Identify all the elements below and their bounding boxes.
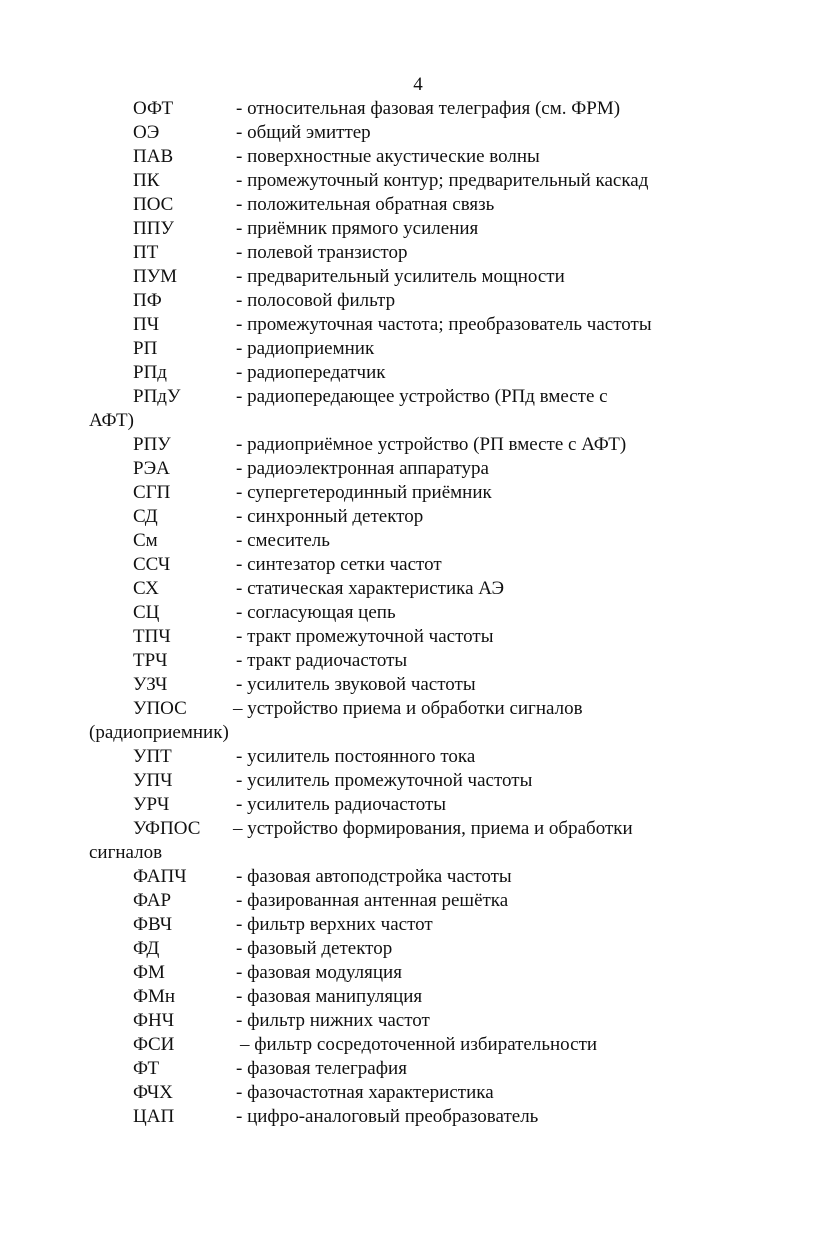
definition-continuation: АФТ)	[89, 410, 134, 431]
abbreviation-term: ССЧ	[133, 554, 171, 575]
abbreviation-term: ФАПЧ	[133, 866, 187, 887]
abbreviation-row	[0, 361, 828, 385]
abbreviation-term: ПТ	[133, 242, 159, 263]
abbreviation-term: УПЧ	[133, 770, 173, 791]
abbreviation-row	[0, 121, 828, 145]
abbreviation-term: ППУ	[133, 218, 174, 239]
abbreviation-definition: - фазовая модуляция	[236, 962, 402, 983]
abbreviation-term: ОЭ	[133, 122, 160, 143]
abbreviation-term: ФСИ	[133, 1034, 175, 1055]
abbreviation-row	[0, 337, 828, 361]
abbreviation-row	[0, 529, 828, 553]
abbreviation-definition: - фазочастотная характеристика	[236, 1082, 494, 1103]
abbreviation-term: См	[133, 530, 158, 551]
abbreviation-term: РПдУ	[133, 386, 181, 407]
abbreviation-definition: – устройство приема и обработки сигналов	[233, 698, 583, 719]
abbreviation-row	[0, 769, 828, 793]
abbreviation-term: ФАР	[133, 890, 172, 911]
abbreviation-row	[0, 1009, 828, 1033]
abbreviation-definition: - фазовая телеграфия	[236, 1058, 407, 1079]
abbreviation-definition: - предварительный усилитель мощности	[236, 266, 565, 287]
abbreviation-row	[0, 433, 828, 457]
abbreviation-term: ФД	[133, 938, 160, 959]
abbreviation-row	[0, 313, 828, 337]
abbreviation-list	[0, 97, 828, 1129]
abbreviation-definition: - промежуточный контур; предварительный каскад	[236, 170, 649, 191]
abbreviation-term: РП	[133, 338, 158, 359]
abbreviation-term: УЗЧ	[133, 674, 168, 695]
abbreviation-row	[0, 889, 828, 913]
abbreviation-term: РПУ	[133, 434, 171, 455]
abbreviation-definition: - положительная обратная связь	[236, 194, 495, 215]
abbreviation-term: РЭА	[133, 458, 170, 479]
abbreviation-definition: - промежуточная частота; преобразователь частоты	[236, 314, 652, 335]
abbreviation-definition: - смеситель	[236, 530, 330, 551]
abbreviation-term: ФМн	[133, 986, 176, 1007]
abbreviation-row	[0, 241, 828, 265]
abbreviation-term: ПК	[133, 170, 160, 191]
abbreviation-term: СГП	[133, 482, 171, 503]
abbreviation-row	[0, 1057, 828, 1081]
abbreviation-definition: - приёмник прямого усиления	[236, 218, 479, 239]
abbreviation-definition: - фазовая манипуляция	[236, 986, 423, 1007]
abbreviation-definition: – фильтр сосредоточенной избирательности	[240, 1034, 598, 1055]
abbreviation-term: ЦАП	[133, 1106, 175, 1127]
abbreviation-term: УФПОС	[133, 818, 201, 839]
abbreviation-row	[0, 1081, 828, 1105]
abbreviation-row	[0, 505, 828, 529]
abbreviation-definition: - фильтр верхних частот	[236, 914, 433, 935]
abbreviation-definition: - фильтр нижних частот	[236, 1010, 430, 1031]
abbreviation-row	[0, 745, 828, 769]
abbreviation-row	[0, 97, 828, 121]
abbreviation-row	[0, 937, 828, 961]
abbreviation-term: ПАВ	[133, 146, 174, 167]
abbreviation-row	[0, 961, 828, 985]
abbreviation-term: УРЧ	[133, 794, 170, 815]
abbreviation-definition: - фазовый детектор	[236, 938, 393, 959]
abbreviation-row	[0, 865, 828, 889]
abbreviation-definition: – устройство формирования, приема и обработки	[233, 818, 633, 839]
abbreviation-row	[0, 217, 828, 241]
abbreviation-definition: - цифро-аналоговый преобразователь	[236, 1106, 539, 1127]
abbreviation-definition: - синхронный детектор	[236, 506, 424, 527]
abbreviation-definition: - фазированная антенная решётка	[236, 890, 509, 911]
abbreviation-definition: - относительная фазовая телеграфия (см. ФРМ)	[236, 98, 621, 119]
abbreviation-row	[0, 817, 828, 841]
abbreviation-definition: - радиоэлектронная аппаратура	[236, 458, 489, 479]
abbreviation-definition: - полевой транзистор	[236, 242, 408, 263]
abbreviation-definition: - фазовая автоподстройка частоты	[236, 866, 512, 887]
abbreviation-definition: - радиопередатчик	[236, 362, 386, 383]
abbreviation-row	[0, 169, 828, 193]
abbreviation-row-continuation	[0, 841, 828, 865]
abbreviation-term: УПТ	[133, 746, 172, 767]
abbreviation-definition: - усилитель радиочастоты	[236, 794, 447, 815]
abbreviation-row	[0, 1033, 828, 1057]
abbreviation-definition: - полосовой фильтр	[236, 290, 396, 311]
abbreviation-row	[0, 649, 828, 673]
abbreviation-term: ФМ	[133, 962, 165, 983]
abbreviation-definition: - согласующая цепь	[236, 602, 396, 623]
abbreviation-term: СХ	[133, 578, 159, 599]
abbreviation-term: ТПЧ	[133, 626, 171, 647]
abbreviation-term: ПФ	[133, 290, 162, 311]
abbreviation-definition: - общий эмиттер	[236, 122, 371, 143]
abbreviation-row	[0, 985, 828, 1009]
abbreviation-term: ФНЧ	[133, 1010, 175, 1031]
abbreviation-row	[0, 145, 828, 169]
abbreviation-definition: - усилитель звуковой частоты	[236, 674, 476, 695]
abbreviation-term: УПОС	[133, 698, 187, 719]
abbreviation-definition: - синтезатор сетки частот	[236, 554, 442, 575]
abbreviation-term: ПЧ	[133, 314, 160, 335]
abbreviation-row	[0, 265, 828, 289]
abbreviation-term: СД	[133, 506, 158, 527]
abbreviation-row	[0, 553, 828, 577]
abbreviation-definition: - тракт радиочастоты	[236, 650, 408, 671]
abbreviation-row	[0, 1105, 828, 1129]
abbreviation-row	[0, 481, 828, 505]
abbreviation-term: ФТ	[133, 1058, 160, 1079]
abbreviation-term: ФВЧ	[133, 914, 173, 935]
abbreviation-definition: - статическая характеристика АЭ	[236, 578, 505, 599]
abbreviation-definition: - усилитель постоянного тока	[236, 746, 476, 767]
abbreviation-definition: - супергетеродинный приёмник	[236, 482, 492, 503]
abbreviation-row	[0, 289, 828, 313]
abbreviation-row	[0, 793, 828, 817]
abbreviation-definition: - радиоприемник	[236, 338, 375, 359]
abbreviation-term: ТРЧ	[133, 650, 168, 671]
abbreviation-row	[0, 601, 828, 625]
abbreviation-term: СЦ	[133, 602, 160, 623]
definition-continuation: сигналов	[89, 842, 163, 863]
abbreviation-row	[0, 577, 828, 601]
abbreviation-term: РПд	[133, 362, 167, 383]
abbreviation-term: ФЧХ	[133, 1082, 173, 1103]
abbreviation-row-continuation	[0, 721, 828, 745]
abbreviation-term: ОФТ	[133, 98, 174, 119]
abbreviation-definition: - радиопередающее устройство (РПд вместе с	[236, 386, 608, 407]
abbreviation-row	[0, 385, 828, 409]
abbreviation-row	[0, 625, 828, 649]
abbreviation-definition: - тракт промежуточной частоты	[236, 626, 494, 647]
abbreviation-row	[0, 673, 828, 697]
abbreviation-row-continuation	[0, 409, 828, 433]
abbreviation-definition: - усилитель промежуточной частоты	[236, 770, 533, 791]
abbreviation-term: ПОС	[133, 194, 174, 215]
definition-continuation: (радиоприемник)	[89, 722, 229, 743]
abbreviation-row	[0, 457, 828, 481]
page-number: 4	[413, 74, 423, 95]
abbreviation-row	[0, 697, 828, 721]
abbreviation-definition: - поверхностные акустические волны	[236, 146, 540, 167]
abbreviation-definition: - радиоприёмное устройство (РП вместе с АФТ)	[236, 434, 627, 455]
abbreviation-row	[0, 193, 828, 217]
abbreviation-row	[0, 913, 828, 937]
abbreviation-term: ПУМ	[133, 266, 178, 287]
